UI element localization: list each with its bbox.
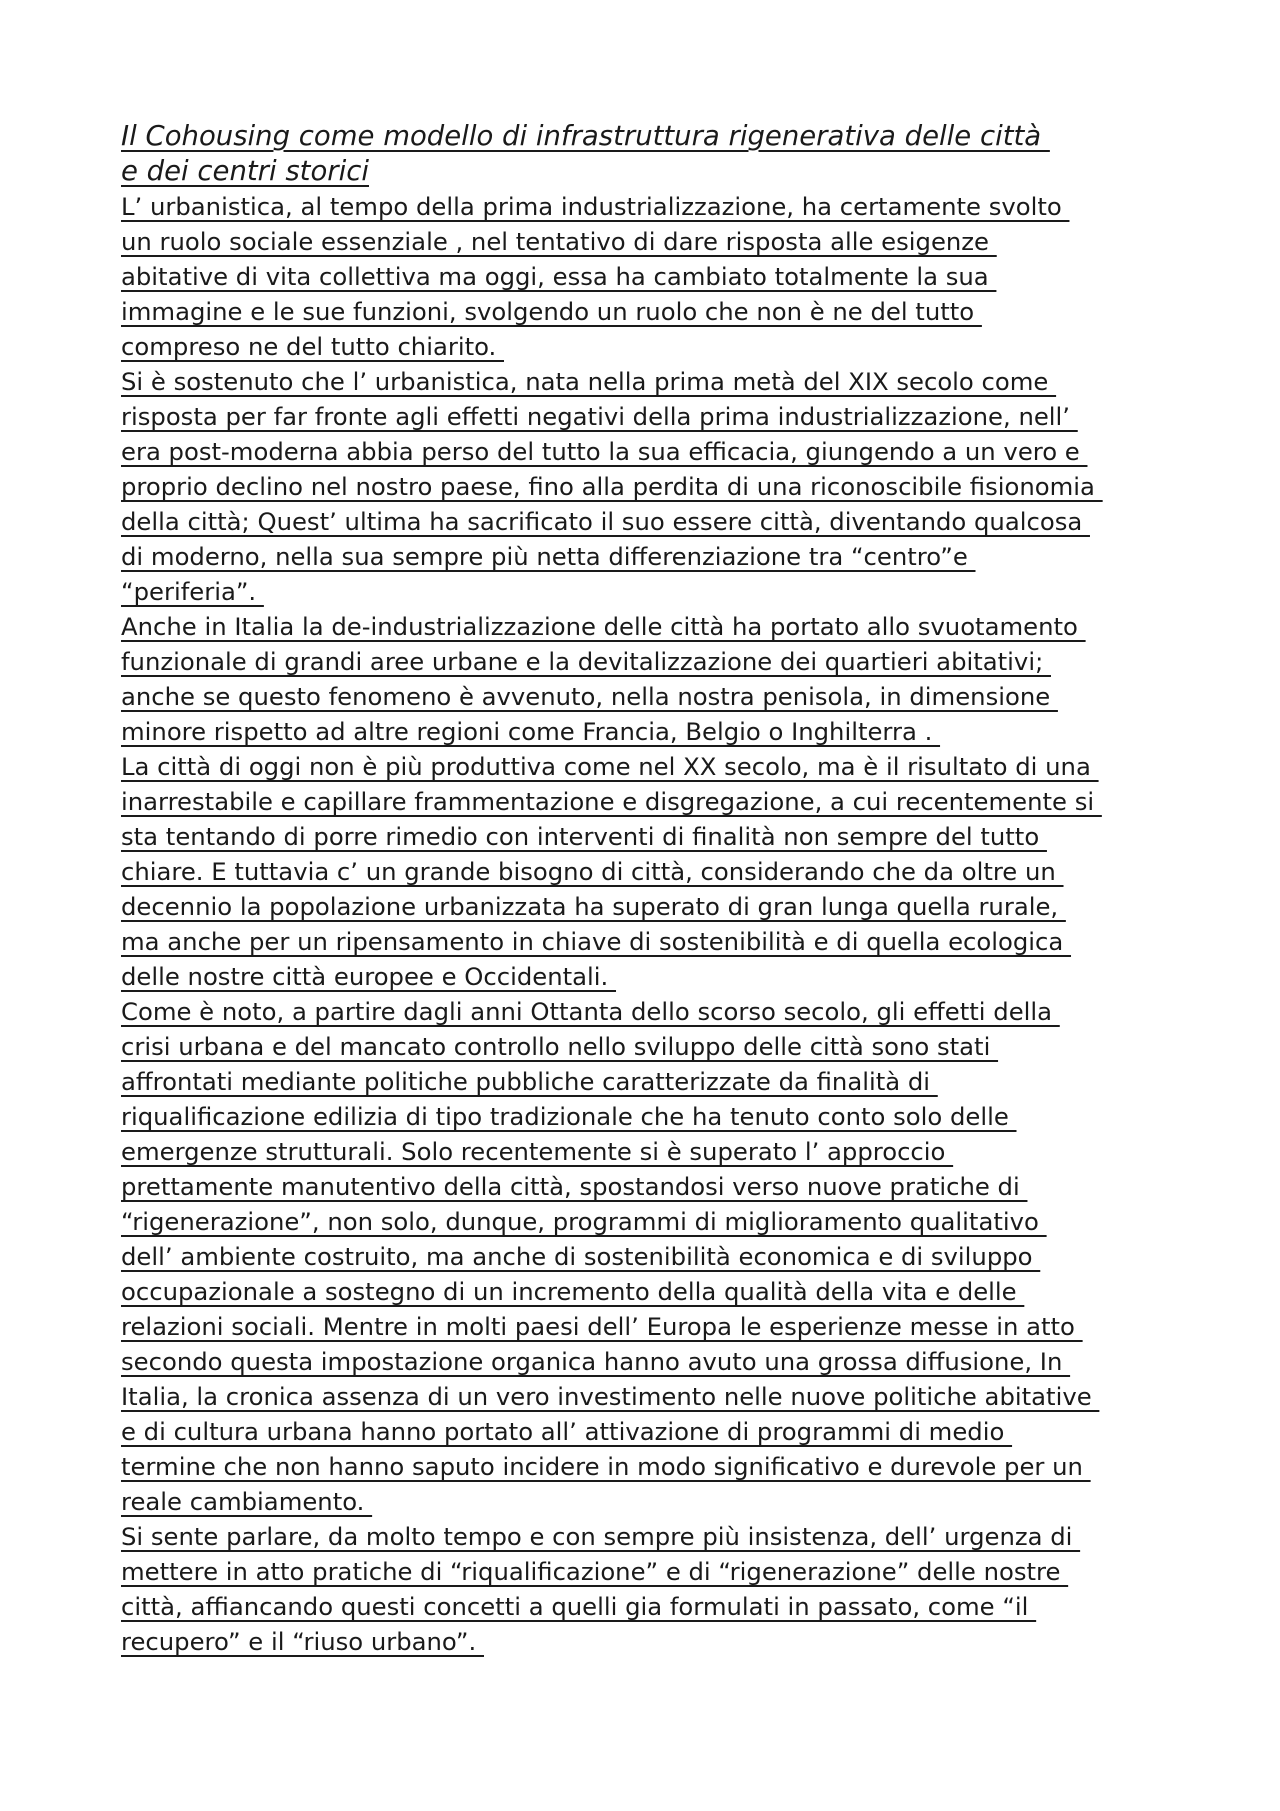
body-line [121, 784, 1181, 819]
body-line-text: relazioni sociali. Mentre in molti paesi dell’ Europa le esperienze messe in atto [121, 1312, 1083, 1341]
body-line-text: “periferia”. [121, 577, 264, 606]
body-line-text: Si sente parlare, da molto tempo e con sempre più insistenza, dell’ urgenza di [121, 1522, 1081, 1551]
body-line-text: città, affiancando questi concetti a quelli gia formulati in passato, come “il [121, 1592, 1037, 1621]
body-line-text: prettamente manutentivo della città, spostandosi verso nuove pratiche di [121, 1172, 1028, 1201]
body-line [121, 1624, 1181, 1659]
body-line-text: compreso ne del tutto chiarito. [121, 332, 504, 361]
body-line [121, 574, 1181, 609]
body-line-text: immagine e le sue funzioni, svolgendo un ruolo che non è ne del tutto [121, 297, 982, 326]
body-line-text: un ruolo sociale essenziale , nel tentativo di dare risposta alle esigenze [121, 227, 997, 256]
body-line [121, 294, 1181, 329]
title-line [121, 154, 1181, 189]
body-line [121, 469, 1181, 504]
body-line-text: mettere in atto pratiche di “riqualificazione” e di “rigenerazione” delle nostre [121, 1557, 1069, 1586]
body-line [121, 1449, 1181, 1484]
body-line [121, 749, 1181, 784]
body-line-text: e di cultura urbana hanno portato all’ attivazione di programmi di medio [121, 1417, 1013, 1446]
title-line-text: e dei centri storici [121, 155, 369, 187]
body-line [121, 609, 1181, 644]
body-line [121, 1204, 1181, 1239]
body-line-text: secondo questa impostazione organica hanno avuto una grossa diffusione, In [121, 1347, 1071, 1376]
body-line-text: era post-moderna abbia perso del tutto la sua efficacia, giungendo a un vero e [121, 437, 1088, 466]
body-line-text: di moderno, nella sua sempre più netta differenziazione tra “centro”e [121, 542, 976, 571]
body-line [121, 679, 1181, 714]
body-line-text: ma anche per un ripensamento in chiave di sostenibilità e di quella ecologica [121, 927, 1072, 956]
body-line-text: delle nostre città europee e Occidentali. [121, 962, 617, 991]
body-line-text: della città; Quest’ ultima ha sacrificato il suo essere città, diventando qualcosa [121, 507, 1090, 536]
body-line-text: emergenze strutturali. Solo recentemente si è superato l’ approccio [121, 1137, 954, 1166]
body-line [121, 1344, 1181, 1379]
document-body [121, 189, 1181, 1659]
body-line [121, 1484, 1181, 1519]
body-line [121, 1274, 1181, 1309]
body-line [121, 539, 1181, 574]
body-line [121, 1414, 1181, 1449]
body-line [121, 1589, 1181, 1624]
body-line [121, 504, 1181, 539]
body-line-text: crisi urbana e del mancato controllo nello sviluppo delle città sono stati [121, 1032, 999, 1061]
body-line-text: Si è sostenuto che l’ urbanistica, nata nella prima metà del XIX secolo come [121, 367, 1057, 396]
title-line [121, 119, 1181, 154]
body-line [121, 819, 1181, 854]
body-line [121, 1519, 1181, 1554]
body-line [121, 924, 1181, 959]
body-line-text: chiare. E tuttavia c’ un grande bisogno di città, considerando che da oltre un [121, 857, 1064, 886]
body-line-text: risposta per far fronte agli effetti negativi della prima industrializzazione, nell’ [121, 402, 1078, 431]
body-line [121, 224, 1181, 259]
body-line [121, 1134, 1181, 1169]
body-line-text: riqualificazione edilizia di tipo tradizionale che ha tenuto conto solo delle [121, 1102, 1017, 1131]
body-line [121, 1239, 1181, 1274]
body-line-text: anche se questo fenomeno è avvenuto, nella nostra penisola, in dimensione [121, 682, 1058, 711]
body-line [121, 1554, 1181, 1589]
body-line [121, 644, 1181, 679]
body-line [121, 329, 1181, 364]
body-line [121, 189, 1181, 224]
body-line [121, 1309, 1181, 1344]
body-line-text: inarrestabile e capillare frammentazione e disgregazione, a cui recentemente si [121, 787, 1102, 816]
body-line [121, 994, 1181, 1029]
body-line-text: recupero” e il “riuso urbano”. [121, 1627, 484, 1656]
body-line [121, 364, 1181, 399]
body-line [121, 1029, 1181, 1064]
body-line [121, 259, 1181, 294]
body-line-text: affrontati mediante politiche pubbliche caratterizzate da finalità di [121, 1067, 938, 1096]
body-line-text: occupazionale a sostegno di un incremento della qualità della vita e delle [121, 1277, 1025, 1306]
body-line-text: Anche in Italia la de-industrializzazione delle città ha portato allo svuotamento [121, 612, 1086, 641]
title-line-text: Il Cohousing come modello di infrastruttura rigenerativa delle città [121, 120, 1050, 152]
body-line-text: sta tentando di porre rimedio con interventi di finalità non sempre del tutto [121, 822, 1047, 851]
body-line [121, 959, 1181, 994]
body-line-text: dell’ ambiente costruito, ma anche di sostenibilità economica e di sviluppo [121, 1242, 1041, 1271]
document-title [121, 119, 1181, 189]
body-line-text: La città di oggi non è più produttiva come nel XX secolo, ma è il risultato di una [121, 752, 1099, 781]
body-line [121, 1099, 1181, 1134]
body-line [121, 399, 1181, 434]
body-line [121, 1169, 1181, 1204]
body-line-text: decennio la popolazione urbanizzata ha superato di gran lunga quella rurale, [121, 892, 1066, 921]
body-line-text: termine che non hanno saputo incidere in modo significativo e durevole per un [121, 1452, 1091, 1481]
body-line-text: Italia, la cronica assenza di un vero investimento nelle nuove politiche abitative [121, 1382, 1100, 1411]
body-line-text: Come è noto, a partire dagli anni Ottanta dello scorso secolo, gli effetti della [121, 997, 1060, 1026]
body-line-text: funzionale di grandi aree urbane e la devitalizzazione dei quartieri abitativi; [121, 647, 1051, 676]
body-line [121, 1064, 1181, 1099]
body-line-text: minore rispetto ad altre regioni come Francia, Belgio o Inghilterra . [121, 717, 941, 746]
body-line [121, 434, 1181, 469]
body-line-text: “rigenerazione”, non solo, dunque, programmi di miglioramento qualitativo [121, 1207, 1047, 1236]
body-line-text: proprio declino nel nostro paese, fino alla perdita di una riconoscibile fisionomia [121, 472, 1103, 501]
body-line [121, 854, 1181, 889]
body-line-text: reale cambiamento. [121, 1487, 373, 1516]
body-line [121, 1379, 1181, 1414]
document-content [121, 119, 1181, 1659]
body-line-text: L’ urbanistica, al tempo della prima industrializzazione, ha certamente svolto [121, 192, 1070, 221]
body-line [121, 889, 1181, 924]
body-line-text: abitative di vita collettiva ma oggi, essa ha cambiato totalmente la sua [121, 262, 997, 291]
body-line [121, 714, 1181, 749]
